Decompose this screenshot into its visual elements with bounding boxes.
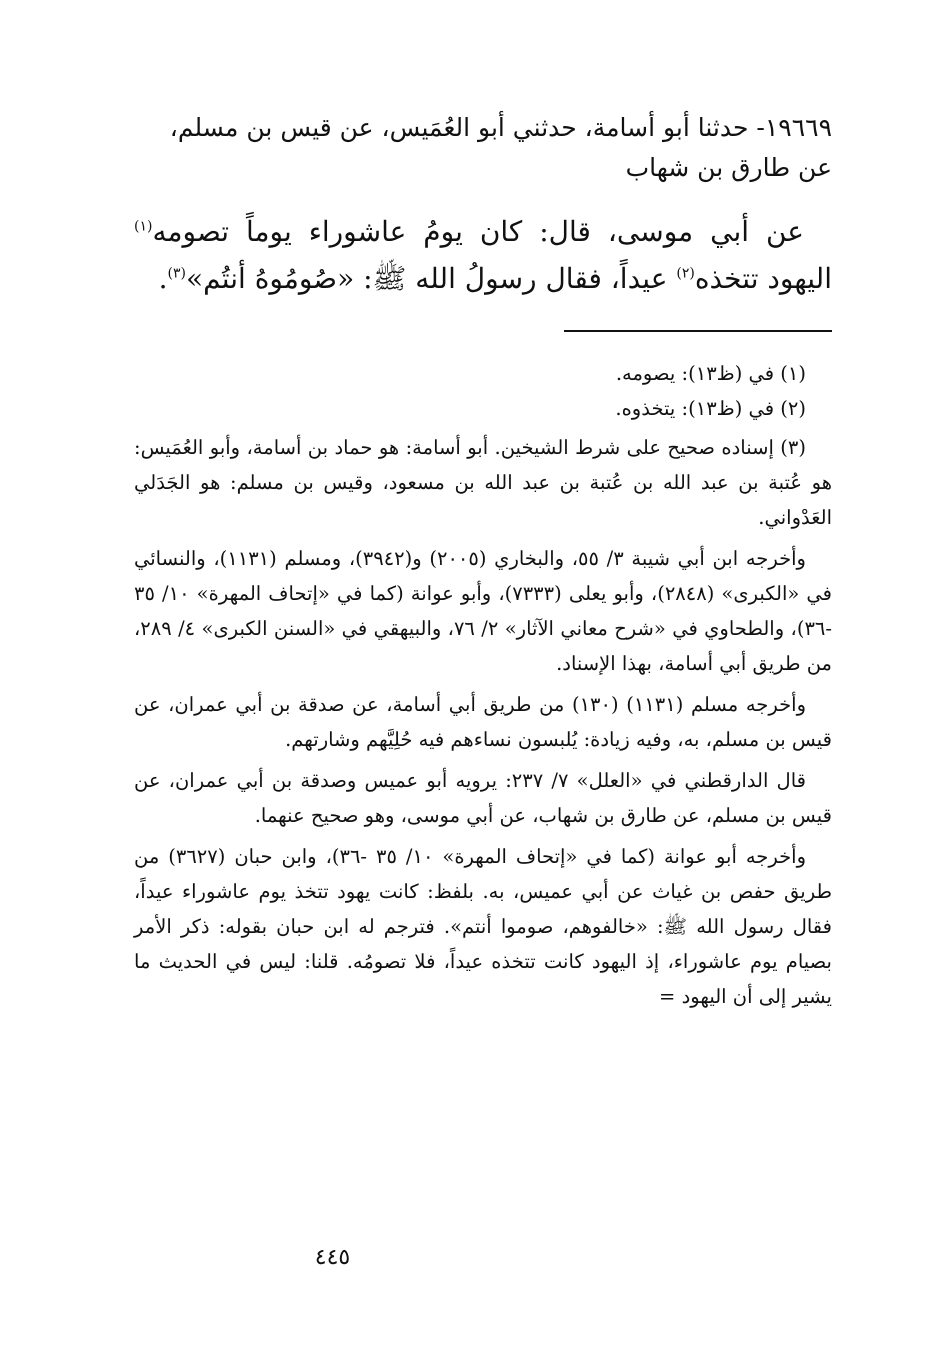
hadith-chain-line-1: ١٩٦٦٩- حدثنا أبو أسامة، حدثني أبو العُمَيس، عن قيس بن مسلم،	[169, 113, 832, 142]
footnote-ref-2: (٢)	[676, 265, 695, 282]
footnote-ref-3: (٣)	[167, 265, 187, 282]
hadith-text-part-3: عيداً، فقال رسولُ الله ﷺ: «صُومُوهُ أنتُم»	[186, 262, 677, 295]
footnote-2: (٢) في (ظ١٣): يتخذوه.	[615, 397, 806, 420]
footnote-3-paragraph-4: قال الدارقطني في «العلل» ٧/ ٢٣٧: يرويه أبو عميس وصدقة بن أبي عمران، عن قيس بن مسلم، عن طارق بن شهاب، عن أبي موسى، وهو صحيح عنهما.	[134, 769, 832, 827]
hadith-text-part-1: عن أبي موسى، قال: كان يومُ عاشوراء يوماً تصومه	[152, 215, 804, 248]
footnote-3-paragraph-5: وأخرجه أبو عوانة (كما في «إتحاف المهرة» ١٠/ ٣٥ -٣٦)، وابن حبان (٣٦٢٧) من طريق حفص بن غياث عن أبي عميس، به. بلفظ: كانت يهود تتخذ يوم عاشوراء عيداً، فقال رسول الله ﷺ: «خالفوهم، صوموا أنتم». فترجم له ابن حبان بقوله: ذكر الأمر بصيام يوم عاشوراء، إذ اليهود كانت تتخذه عيداً، فلا تصومُه. قلنا: ليس في الحديث ما يشير إلى أن اليهود =	[134, 845, 832, 1008]
hadith-text-part-2: اليهود تتخذه	[694, 262, 832, 295]
footnote-divider	[564, 330, 832, 332]
hadith-text-part-4: .	[158, 262, 168, 295]
footnote-1: (١) في (ظ١٣): يصومه.	[615, 362, 806, 385]
hadith-text	[134, 208, 832, 302]
footnote-3-paragraph-3: وأخرجه مسلم (١١٣١) (١٣٠) من طريق أبي أسامة، عن صدقة بن أبي عمران، عن قيس بن مسلم، به، وفيه زيادة: يُلبسون نساءهم فيه حُلِيَّهم وشارتهم.	[134, 693, 832, 751]
hadith-chain	[134, 108, 832, 188]
footnote-3: (٣) إسناده صحيح على شرط الشيخين. أبو أسامة: هو حماد بن أسامة، وأبو العُمَيس: هو عُتبة بن عبد الله بن عُتبة بن عبد الله بن مسعود، وقيس بن مسلم: هو الجَدَلي العَدْواني.	[134, 436, 832, 529]
footnote-3-paragraph-2: وأخرجه ابن أبي شيبة ٣/ ٥٥، والبخاري (٢٠٠٥) و(٣٩٤٢)، ومسلم (١١٣١)، والنسائي في «الكبرى» (٢٨٤٨)، وأبو يعلى (٧٣٣٣)، وأبو عوانة (كما في «إتحاف المهرة» ١٠/ ٣٥ -٣٦)، والطحاوي في «شرح معاني الآثار» ٢/ ٧٦، والبيهقي في «السنن الكبرى» ٤/ ٢٨٩، من طريق أبي أسامة، بهذا الإسناد.	[134, 547, 832, 675]
page-body	[134, 108, 832, 1288]
hadith-chain-line-2: عن طارق بن شهاب	[625, 153, 832, 182]
page-number: ٤٤٥	[314, 1245, 351, 1270]
footnotes	[134, 356, 832, 1014]
footnote-ref-1: (١)	[134, 218, 153, 235]
